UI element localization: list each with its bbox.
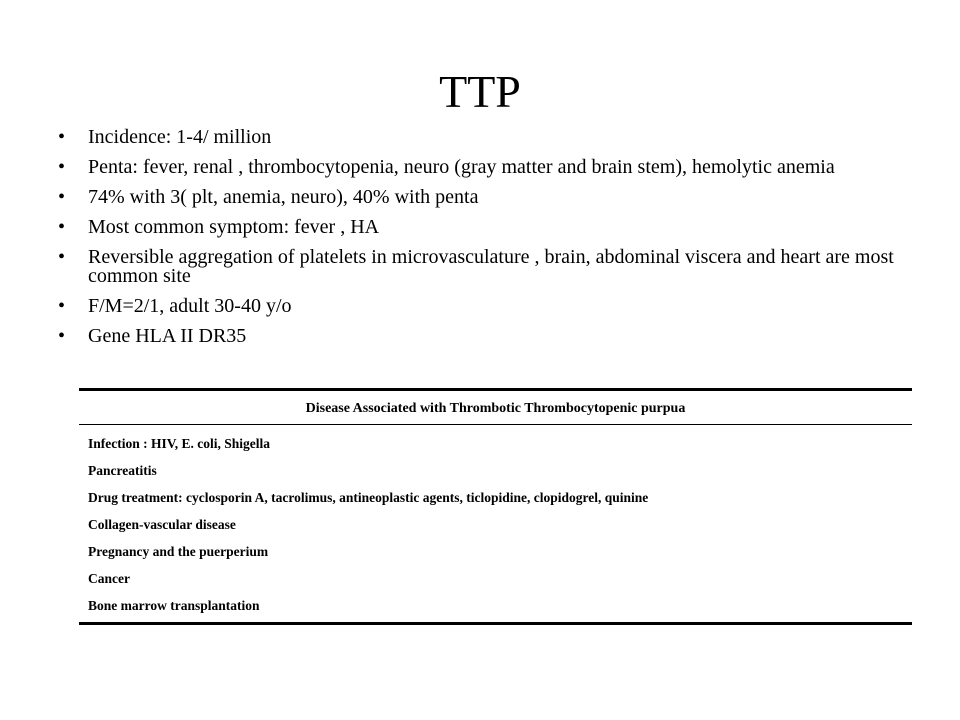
bullet-dot-icon: • [58,126,66,148]
bullet-list [52,128,902,357]
bullet-text: Incidence: 1-4/ million [88,126,272,148]
bullet-item-symptom [52,218,902,237]
bullet-item-gene [52,327,902,346]
table-body [79,425,912,622]
bullet-item-aggregation [52,248,902,286]
table-row: Cancer [88,571,130,586]
bullet-text: Penta: fever, renal , thrombocytopenia, neuro (gray matter and brain stem), hemolytic anemia [88,156,835,178]
slide-title: TTP [439,66,521,117]
bullet-item-incidence [52,128,902,147]
bullet-text: Most common symptom: fever , HA [88,216,380,238]
bullet-item-penta [52,158,902,177]
bullet-dot-icon: • [58,156,66,178]
table-row: Drug treatment: cyclosporin A, tacrolimus, antineoplastic agents, ticlopidine, clopidogrel, quinine [88,490,649,505]
bullet-dot-icon: • [58,186,66,208]
bullet-item-sex-age [52,297,902,316]
table-row: Bone marrow transplantation [88,598,260,613]
bullet-dot-icon: • [58,325,66,347]
bullet-dot-icon: • [58,216,66,238]
bullet-text: F/M=2/1, adult 30-40 y/o [88,295,292,317]
bullet-text: Reversible aggregation of platelets in microvasculature , brain, abdominal viscera and heart are most common site [88,246,894,287]
disease-table [79,388,912,625]
table-bottom-rule [79,622,912,625]
table-row: Pancreatitis [88,463,157,478]
bullet-text: Gene HLA II DR35 [88,325,247,347]
table-row: Infection : HIV, E. coli, Shigella [88,436,271,451]
bullet-dot-icon: • [58,246,66,268]
table-header: Disease Associated with Thrombotic Thrombocytopenic purpua [305,401,686,416]
bullet-text: 74% with 3( plt, anemia, neuro), 40% with penta [88,186,479,208]
bullet-item-triad [52,188,902,207]
bullet-dot-icon: • [58,295,66,317]
table-row: Pregnancy and the puerperium [88,544,269,559]
table-row: Collagen-vascular disease [88,517,236,532]
